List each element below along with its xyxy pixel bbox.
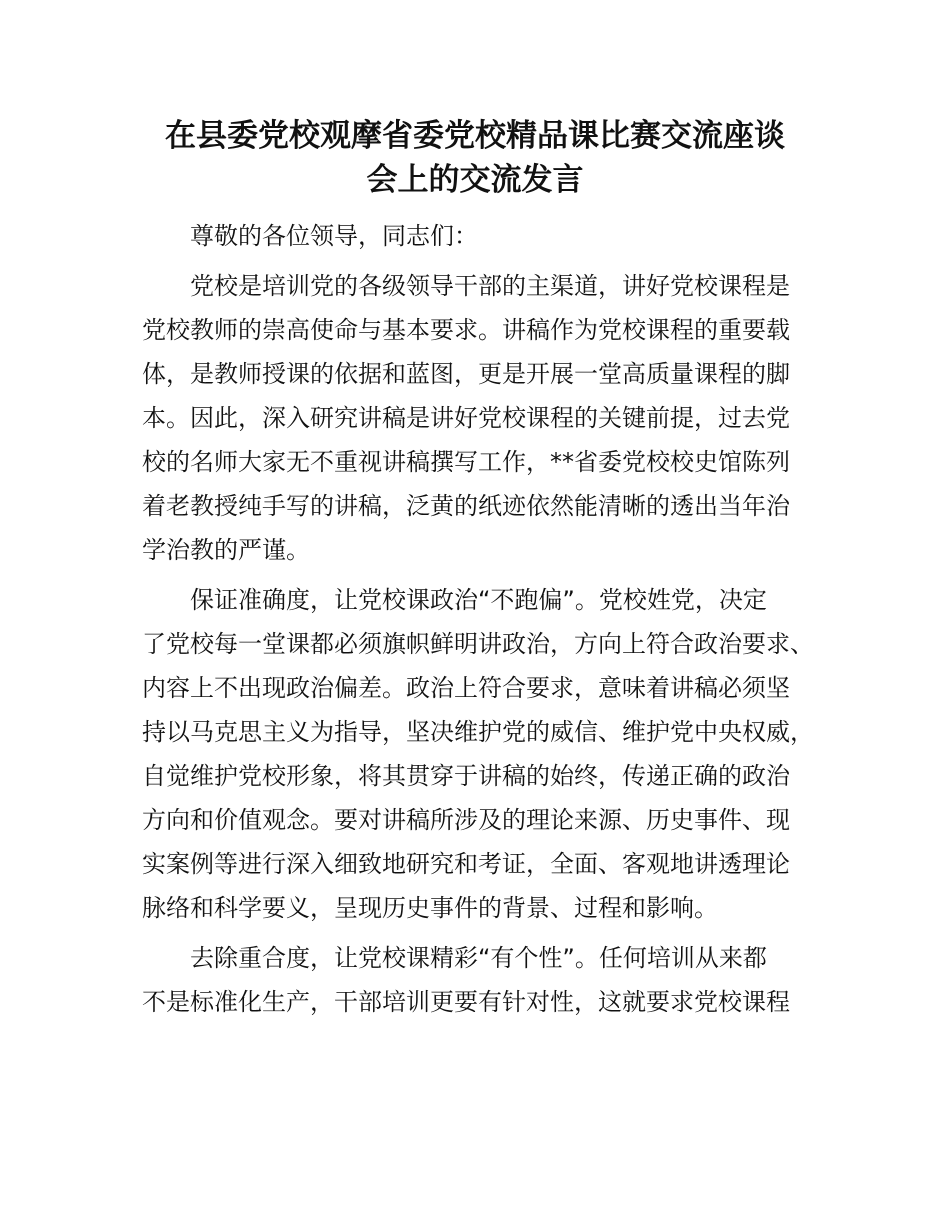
paragraph-3-line: 不是标准化生产，干部培训更要有针对性，这就要求党校课程	[142, 988, 790, 1016]
document-title-line-1: 在县委党校观摩省委党校精品课比赛交流座谈	[165, 118, 785, 154]
paragraph-2-line: 脉络和科学要义，呈现历史事件的背景、过程和影响。	[142, 894, 718, 922]
salutation: 尊敬的各位领导，同志们：	[190, 222, 478, 250]
paragraph-1-line: 体，是教师授课的依据和蓝图，更是开展一堂高质量课程的脚	[142, 360, 790, 388]
paragraph-2-line: 持以马克思主义为指导，坚决维护党的威信、维护党中央权威，	[142, 718, 814, 746]
paragraph-1-line: 党校教师的崇高使命与基本要求。讲稿作为党校课程的重要载	[142, 316, 790, 344]
paragraph-1-line: 本。因此，深入研究讲稿是讲好党校课程的关键前提，过去党	[142, 404, 790, 432]
paragraph-1-line: 着老教授纯手写的讲稿，泛黄的纸迹依然能清晰的透出当年治	[142, 492, 790, 520]
paragraph-2-line: 自觉维护党校形象，将其贯穿于讲稿的始终，传递正确的政治	[142, 762, 790, 790]
paragraph-1-line: 党校是培训党的各级领导干部的主渠道，讲好党校课程是	[190, 272, 790, 300]
paragraph-2-line: 方向和价值观念。要对讲稿所涉及的理论来源、历史事件、现	[142, 806, 790, 834]
paragraph-1-line: 校的名师大家无不重视讲稿撰写工作，**省委党校校史馆陈列	[142, 448, 790, 476]
paragraph-2-line: 了党校每一堂课都必须旗帜鲜明讲政治，方向上符合政治要求、	[142, 630, 814, 658]
paragraph-2-line: 保证准确度，让党校课政治“不跑偏”。党校姓党，决定	[190, 586, 767, 614]
document-title-line-2: 会上的交流发言	[366, 162, 584, 198]
paragraph-2-line: 实案例等进行深入细致地研究和考证，全面、客观地讲透理论	[142, 850, 790, 878]
paragraph-1-line: 学治教的严谨。	[142, 536, 310, 564]
paragraph-2-line: 内容上不出现政治偏差。政治上符合要求，意味着讲稿必须坚	[142, 674, 790, 702]
paragraph-3-line: 去除重合度，让党校课精彩“有个性”。任何培训从来都	[190, 944, 767, 972]
